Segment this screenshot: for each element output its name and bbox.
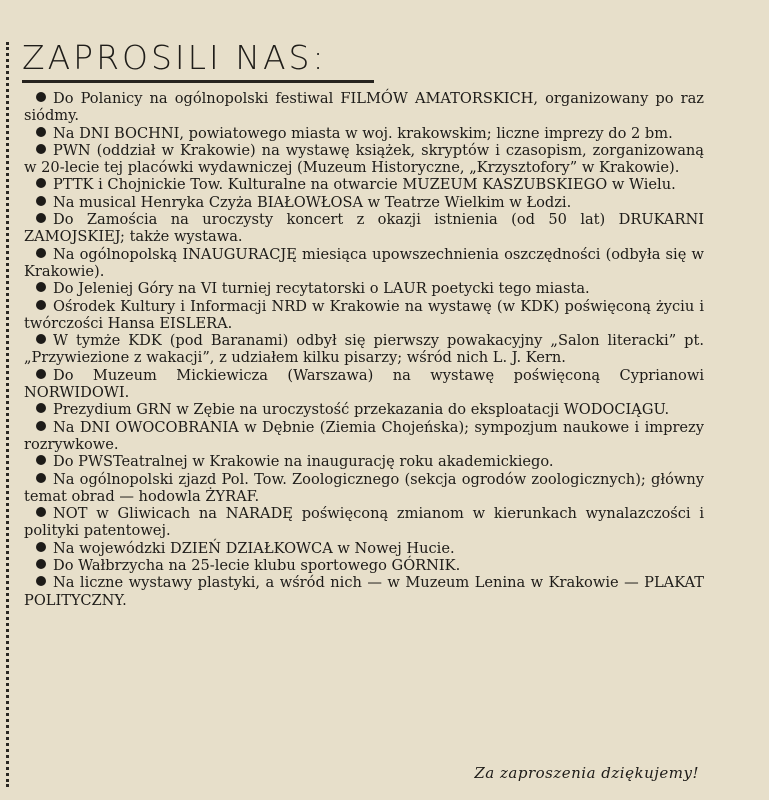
item-text: Do Muzeum Mickiewicza (Warszawa) na wystawę poświęconą Cyprianowi NORWIDOWI. bbox=[24, 366, 704, 402]
bullet-icon bbox=[36, 213, 46, 223]
item-text: NOT w Gliwicach na NARADĘ poświęconą zmianom w kierunkach wynalazczości i polityki patentowej. bbox=[24, 505, 704, 540]
item-text: Do Jeleniej Góry na VI turniej recytatorski o LAUR poetycki tego miasta. bbox=[53, 280, 590, 298]
closing-line: Za zaproszenia dziękujemy! bbox=[474, 764, 699, 782]
list-item bbox=[24, 453, 704, 470]
dotted-cut-line bbox=[6, 42, 9, 787]
list-item bbox=[24, 540, 704, 557]
list-item bbox=[24, 194, 704, 211]
list-item bbox=[24, 142, 704, 177]
item-text: Na liczne wystawy plastyki, a wśród nich — w Muzeum Lenina w Krakowie — PLAKAT POLITYCZNY. bbox=[24, 574, 704, 609]
bullet-icon bbox=[36, 421, 46, 431]
item-text: Na musical Henryka Czyża BIAŁOWŁOSA w Teatrze Wielkim w Łodzi. bbox=[53, 193, 572, 211]
list-item bbox=[24, 90, 704, 125]
bullet-icon bbox=[36, 144, 46, 154]
bullet-icon bbox=[36, 196, 46, 206]
list-item bbox=[24, 125, 704, 142]
bullet-icon bbox=[36, 369, 46, 379]
list-item bbox=[24, 332, 704, 367]
bullet-icon bbox=[36, 403, 46, 413]
bullet-icon bbox=[36, 576, 46, 586]
list-item bbox=[24, 298, 704, 333]
bullet-icon bbox=[36, 507, 46, 517]
list-item bbox=[24, 211, 704, 246]
bullet-icon bbox=[36, 559, 46, 569]
bullet-icon bbox=[36, 300, 46, 310]
bullet-icon bbox=[36, 282, 46, 292]
item-text: Ośrodek Kultury i Informacji NRD w Krakowie na wystawę (w KDK) poświęconą życiu i twórczości Hansa EISLERA. bbox=[24, 297, 704, 332]
bullet-icon bbox=[36, 542, 46, 552]
list-item bbox=[24, 280, 704, 297]
list-item bbox=[24, 557, 704, 574]
bullet-icon bbox=[36, 334, 46, 344]
item-text: PWN (oddział w Krakowie) na wystawę książek, skryptów i czasopism, zorganizowaną w 20-lecie tej placówki wydawniczej (Muzeum Historyczne, „Krzysztofory” w Krakowie). bbox=[24, 141, 704, 177]
item-text: PTTK i Chojnickie Tow. Kulturalne na otwarcie MUZEUM KASZUBSKIEGO w Wielu. bbox=[53, 176, 676, 194]
item-text: Na ogólnopolski zjazd Pol. Tow. Zoologicznego (sekcja ogrodów zoologicznych); główny temat obrad — hodowla ŻYRAF. bbox=[24, 470, 704, 505]
list-item bbox=[24, 367, 704, 402]
list-item bbox=[24, 505, 704, 540]
list-item bbox=[24, 246, 704, 281]
bullet-icon bbox=[36, 178, 46, 188]
item-text: Do Polanicy na ogólnopolski festiwal FILMÓW AMATORSKICH, organizowany po raz siódmy. bbox=[24, 90, 704, 125]
item-text: Do Wałbrzycha na 25-lecie klubu sportowego GÓRNIK. bbox=[53, 557, 461, 575]
list-item bbox=[24, 471, 704, 506]
list-item bbox=[24, 574, 704, 609]
list-item bbox=[24, 401, 704, 418]
item-text: Do PWSTeatralnej w Krakowie na inaugurację roku akademickiego. bbox=[53, 453, 554, 471]
bullet-icon bbox=[36, 455, 46, 465]
bullet-icon bbox=[36, 248, 46, 258]
bullet-icon bbox=[36, 127, 46, 137]
item-text: Do Zamościa na uroczysty koncert z okazji istnienia (od 50 lat) DRUKARNI ZAMOJSKIEJ; także wystawa. bbox=[24, 211, 704, 246]
item-text: W tymże KDK (pod Baranami) odbył się pierwszy powakacyjny „Salon literacki” pt. „Przywiezione z wakacji”, z udziałem kilku pisarzy; wśród nich L. J. Kern. bbox=[24, 332, 704, 367]
bullet-icon bbox=[36, 92, 46, 102]
bullet-icon bbox=[36, 473, 46, 483]
invitation-list bbox=[24, 90, 704, 609]
item-text: Na DNI BOCHNI, powiatowego miasta w woj. krakowskim; liczne imprezy do 2 bm. bbox=[53, 124, 673, 142]
headline-underline bbox=[22, 80, 374, 83]
page-title: ZAPROSILI NAS: bbox=[22, 38, 327, 77]
item-text: Na wojewódzki DZIEŃ DZIAŁKOWCA w Nowej Hucie. bbox=[53, 539, 455, 557]
item-text: Na ogólnopolską INAUGURACJĘ miesiąca upowszechnienia oszczędności (odbyła się w Krakowie). bbox=[24, 245, 704, 280]
list-item bbox=[24, 176, 704, 193]
list-item bbox=[24, 419, 704, 454]
item-text: Na DNI OWOCOBRANIA w Dębnie (Ziemia Chojeńska); sympozjum naukowe i imprezy rozrywkowe. bbox=[24, 418, 704, 453]
item-text: Prezydium GRN w Zębie na uroczystość przekazania do eksploatacji WODOCIĄGU. bbox=[53, 401, 670, 419]
